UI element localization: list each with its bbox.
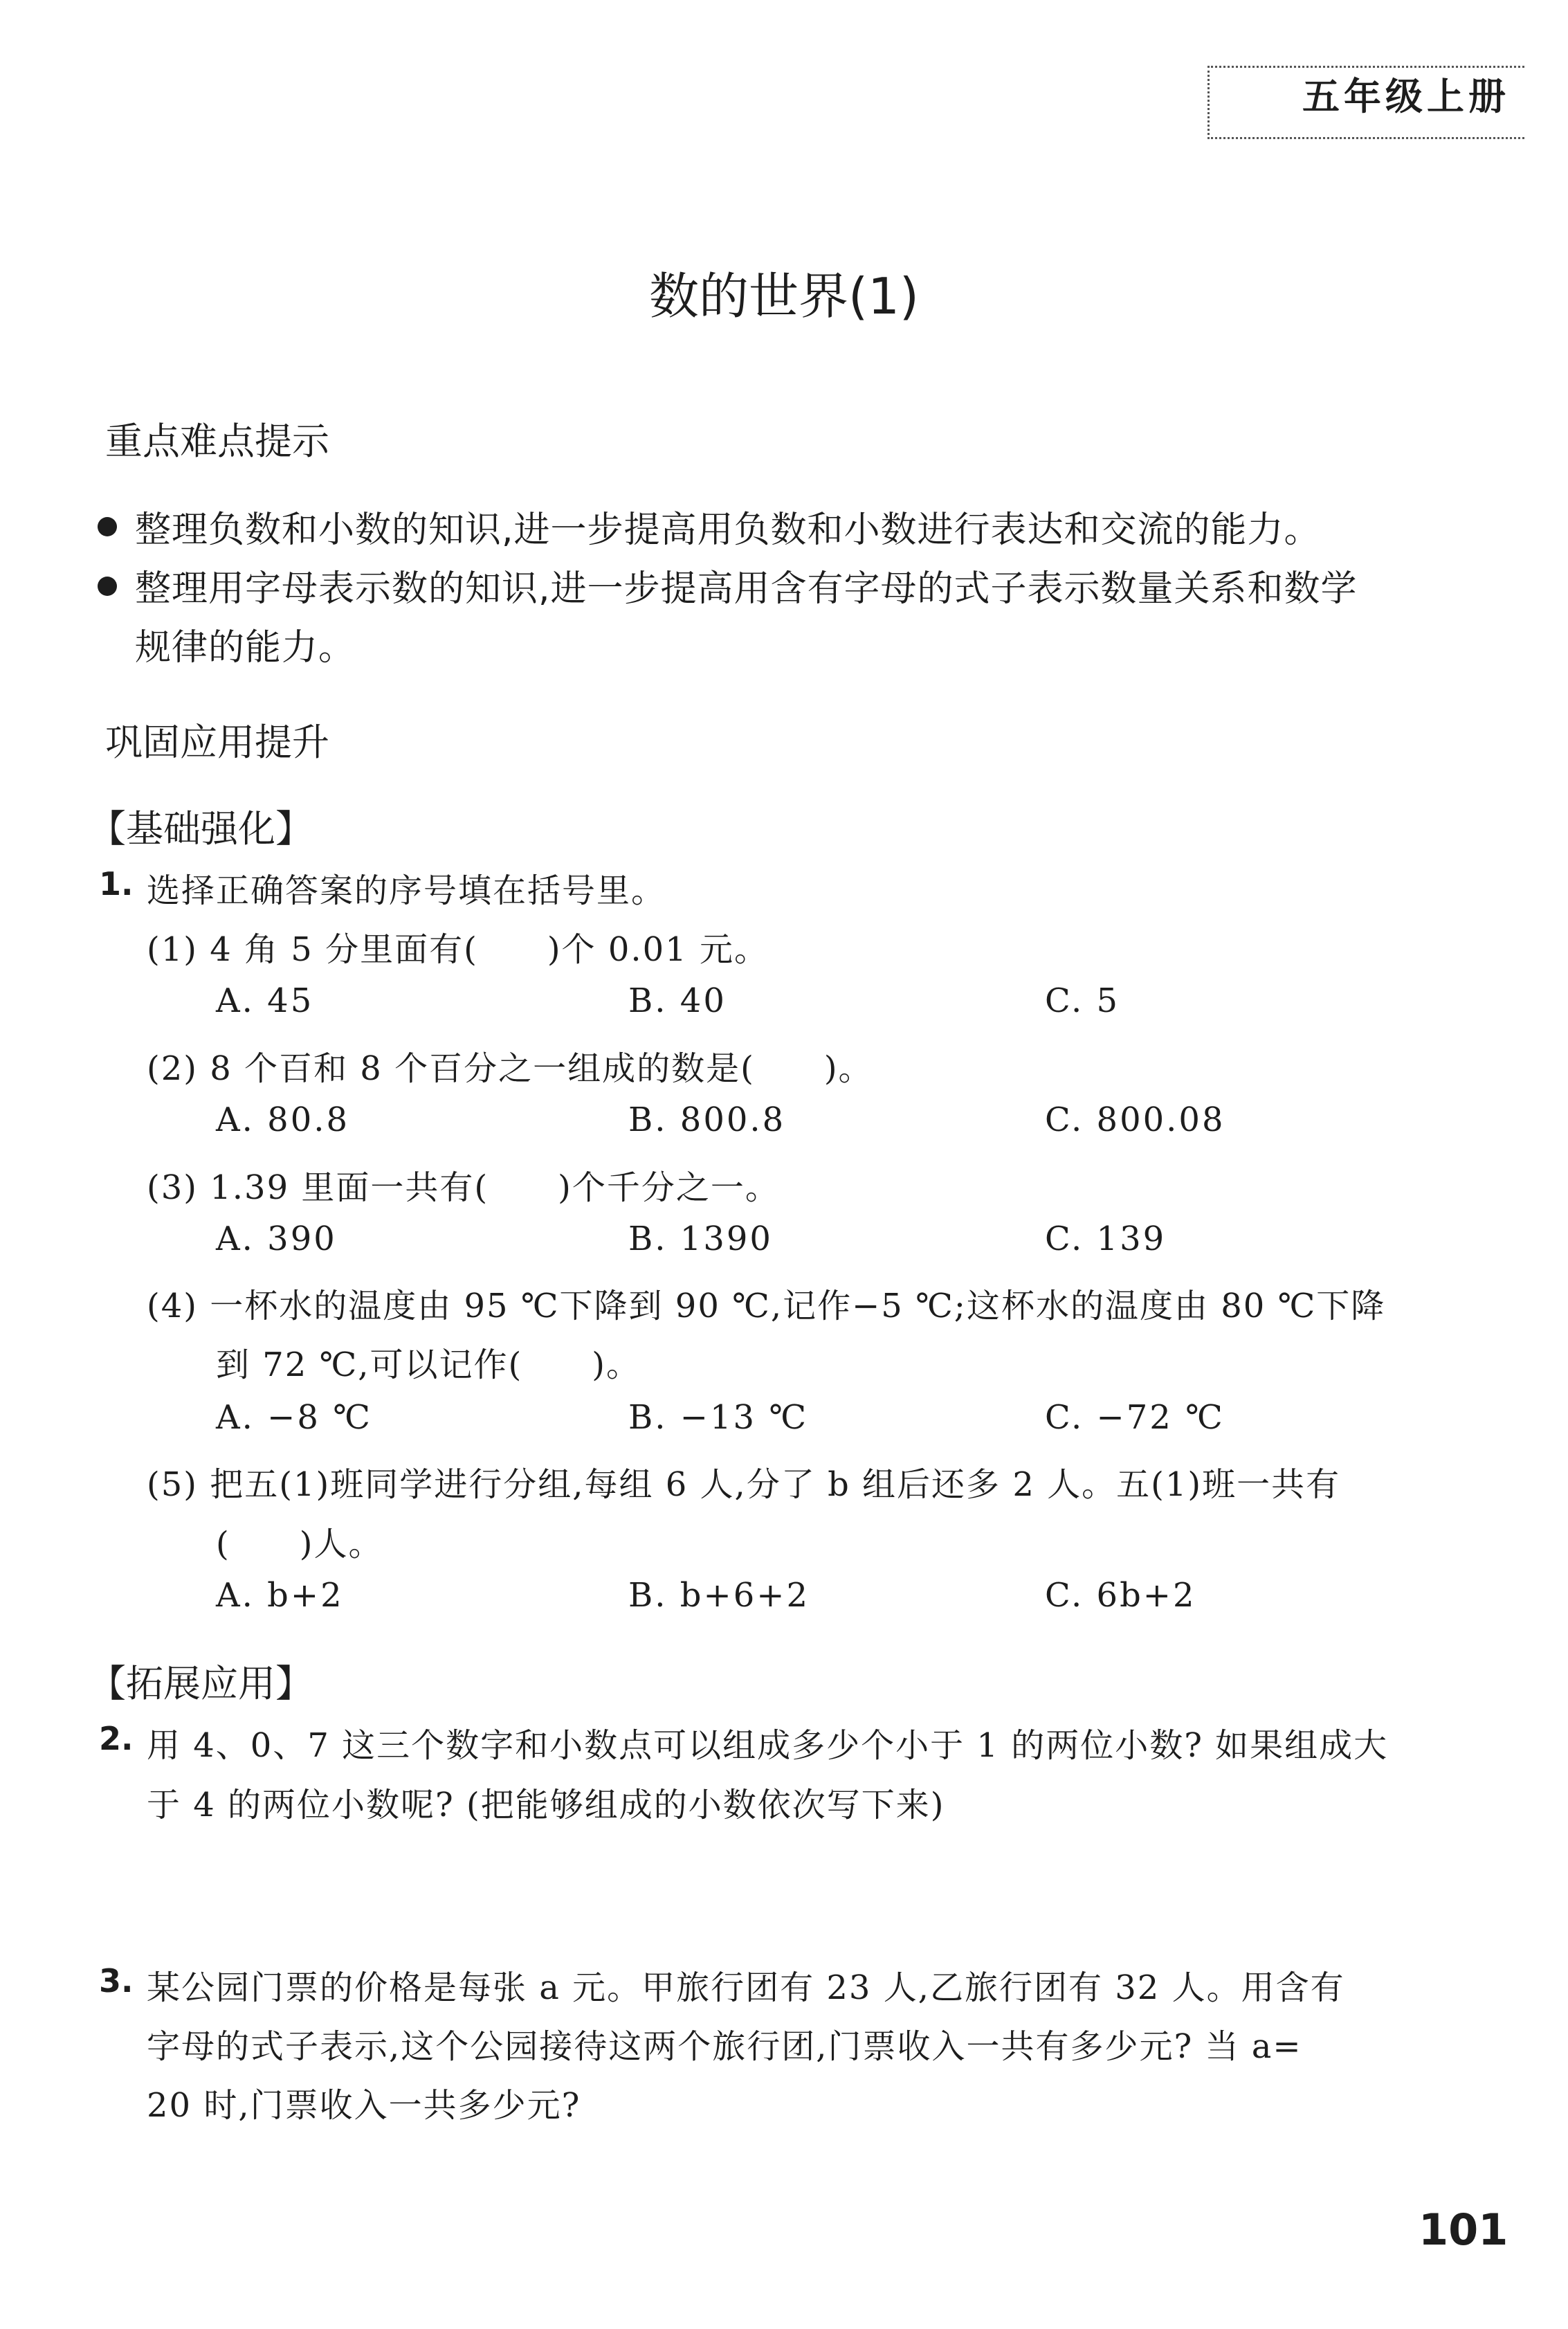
bullet-dot	[98, 517, 117, 536]
option-b: B. 1390	[628, 1220, 773, 1258]
option-c: C. −72 ℃	[1045, 1398, 1225, 1437]
sub-question-stem: (3) 1.39 里面一共有( )个千分之一。	[147, 1168, 780, 1207]
subsection-basic: 【基础强化】	[89, 807, 313, 851]
option-b: B. 800.8	[628, 1100, 786, 1139]
bullet-text-2-cont: 规律的能力。	[135, 627, 356, 669]
section-heading-consolidate: 巩固应用提升	[105, 721, 329, 764]
question-text-cont: 20 时,门票收入一共多少元?	[147, 2086, 581, 2125]
page-number: 101	[1419, 2204, 1508, 2255]
option-b: B. −13 ℃	[628, 1398, 809, 1437]
option-c: C. 800.08	[1045, 1100, 1225, 1139]
question-number: 2.	[99, 1720, 134, 1757]
sub-question-stem-cont: ( )人。	[216, 1525, 383, 1564]
question-number: 1.	[99, 865, 134, 903]
sub-question-stem: (4) 一杯水的温度由 95 ℃下降到 90 ℃,记作−5 ℃;这杯水的温度由 80 ℃下降	[147, 1287, 1386, 1325]
bullet-dot	[98, 577, 117, 596]
sub-question-stem: (1) 4 角 5 分里面有( )个 0.01 元。	[147, 930, 769, 969]
sub-question-stem-cont: 到 72 ℃,可以记作( )。	[216, 1345, 641, 1384]
sub-question-stem: (5) 把五(1)班同学进行分组,每组 6 人,分了 b 组后还多 2 人。五(1)班一共有	[147, 1465, 1341, 1504]
option-b: B. 40	[628, 981, 727, 1020]
page-title: 数的世界(1)	[649, 267, 919, 325]
option-c: C. 5	[1045, 981, 1120, 1020]
option-b: B. b+6+2	[628, 1576, 810, 1615]
question-text: 某公园门票的价格是每张 a 元。甲旅行团有 23 人,乙旅行团有 32 人。用含有	[147, 1968, 1345, 2007]
question-text-cont: 于 4 的两位小数呢? (把能够组成的小数依次写下来)	[147, 1786, 945, 1824]
grade-label: 五年级上册	[1288, 69, 1524, 125]
bullet-text-2: 整理用字母表示数的知识,进一步提高用含有字母的式子表示数量关系和数学	[135, 568, 1358, 610]
option-a: A. 45	[216, 981, 314, 1020]
question-text: 用 4、0、7 这三个数字和小数点可以组成多少个小于 1 的两位小数? 如果组成大	[147, 1726, 1389, 1765]
option-c: C. 6b+2	[1045, 1576, 1196, 1615]
option-a: A. b+2	[216, 1576, 344, 1615]
question-text: 选择正确答案的序号填在括号里。	[147, 871, 666, 910]
option-a: A. −8 ℃	[216, 1398, 372, 1437]
bullet-text-1: 整理负数和小数的知识,进一步提高用负数和小数进行表达和交流的能力。	[135, 509, 1321, 551]
question-text-cont: 字母的式子表示,这个公园接待这两个旅行团,门票收入一共有多少元? 当 a=	[147, 2027, 1302, 2066]
sub-question-stem: (2) 8 个百和 8 个百分之一组成的数是( )。	[147, 1049, 873, 1088]
section-heading-key-points: 重点难点提示	[105, 419, 329, 463]
subsection-extend: 【拓展应用】	[89, 1662, 313, 1705]
option-a: A. 80.8	[216, 1100, 350, 1139]
option-a: A. 390	[216, 1220, 337, 1258]
question-number: 3.	[99, 1962, 134, 2000]
option-c: C. 139	[1045, 1220, 1167, 1258]
